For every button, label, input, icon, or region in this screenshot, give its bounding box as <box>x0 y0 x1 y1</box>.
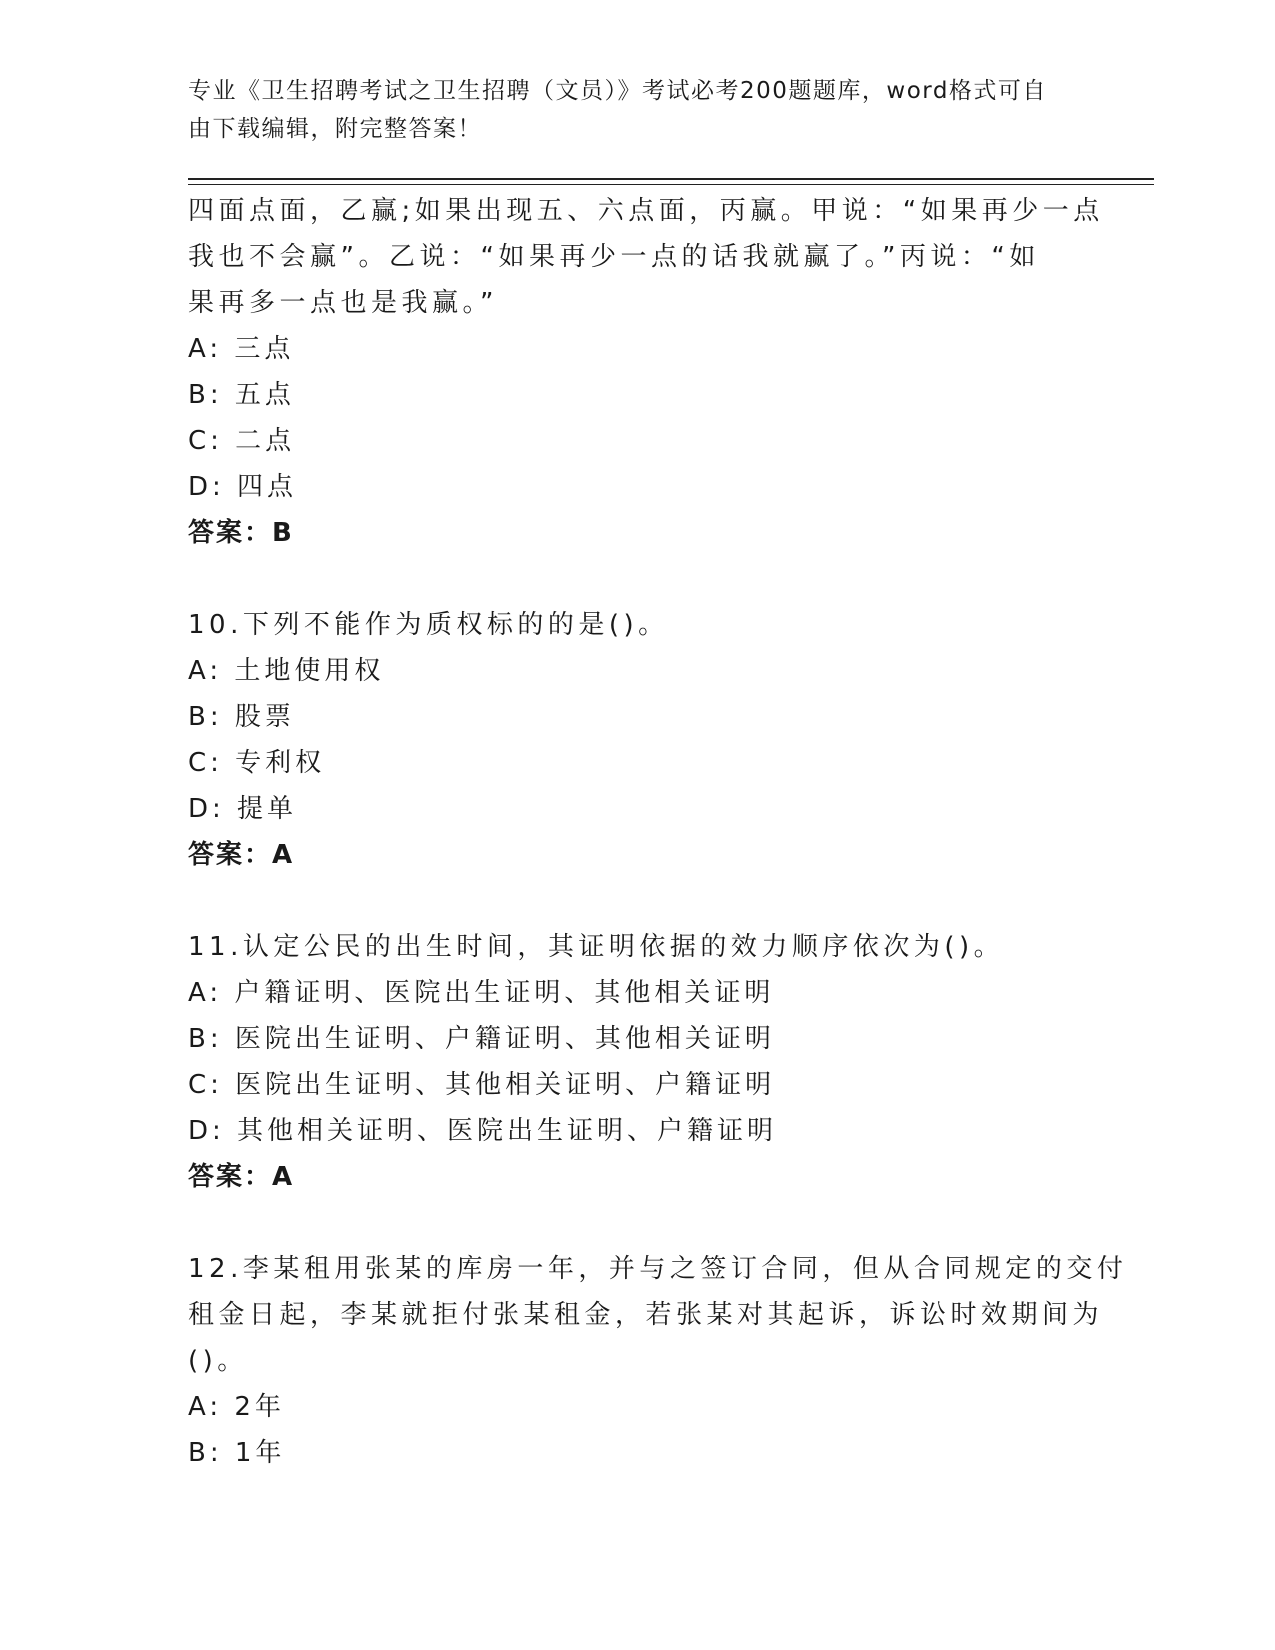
spacer <box>188 1200 1088 1246</box>
answer-label: 答案：A <box>188 1162 295 1192</box>
question-11 <box>188 924 1088 1200</box>
answer-label: 答案：B <box>188 518 294 548</box>
option-a: A: 户籍证明、医院出生证明、其他相关证明 <box>188 978 775 1008</box>
question-text-line: 12.李某租用张某的库房一年，并与之签订合同，但从合同规定的交付 <box>188 1254 1128 1284</box>
question-12 <box>188 1246 1128 1476</box>
document-header <box>188 72 1068 148</box>
header-divider-thin <box>188 184 1154 185</box>
option-a: A: 三点 <box>188 334 295 364</box>
option-b: B: 医院出生证明、户籍证明、其他相关证明 <box>188 1024 775 1054</box>
answer-label: 答案：A <box>188 840 295 870</box>
question-9 <box>188 188 1104 556</box>
option-c: C: 医院出生证明、其他相关证明、户籍证明 <box>188 1070 776 1100</box>
option-d: D: 其他相关证明、医院出生证明、户籍证明 <box>188 1116 778 1146</box>
question-text-line: 租金日起，李某就拒付张某租金，若张某对其起诉，诉讼时效期间为 <box>188 1300 1104 1330</box>
spacer <box>188 556 1088 602</box>
option-d: D: 提单 <box>188 794 298 824</box>
spacer <box>188 878 1088 924</box>
header-line-2: 由下载编辑，附完整答案！ <box>188 116 482 142</box>
header-line-1: 专业《卫生招聘考试之卫生招聘（文员）》考试必考200题题库，word格式可自 <box>188 78 1047 104</box>
question-text-line: 我也不会赢”。乙说：“如果再少一点的话我就赢了。”丙说：“如 <box>188 242 1040 272</box>
option-b: B: 1年 <box>188 1438 286 1468</box>
option-a: A: 2年 <box>188 1392 285 1422</box>
option-d: D: 四点 <box>188 472 298 502</box>
question-text-line: 11.认定公民的出生时间，其证明依据的效力顺序依次为()。 <box>188 932 1005 962</box>
question-content <box>188 188 1128 1476</box>
question-text-line: 四面点面，乙赢;如果出现五、六点面，丙赢。甲说：“如果再少一点 <box>188 196 1104 226</box>
option-c: C: 专利权 <box>188 748 326 778</box>
header-divider-thick <box>188 178 1154 180</box>
option-b: B: 五点 <box>188 380 295 410</box>
option-c: C: 二点 <box>188 426 296 456</box>
option-a: A: 土地使用权 <box>188 656 385 686</box>
option-b: B: 股票 <box>188 702 295 732</box>
question-text-line: 10.下列不能作为质权标的的是()。 <box>188 610 669 640</box>
question-text-line: 果再多一点也是我赢。” <box>188 288 498 318</box>
question-text-line: ()。 <box>188 1346 248 1376</box>
question-10 <box>188 602 1088 878</box>
